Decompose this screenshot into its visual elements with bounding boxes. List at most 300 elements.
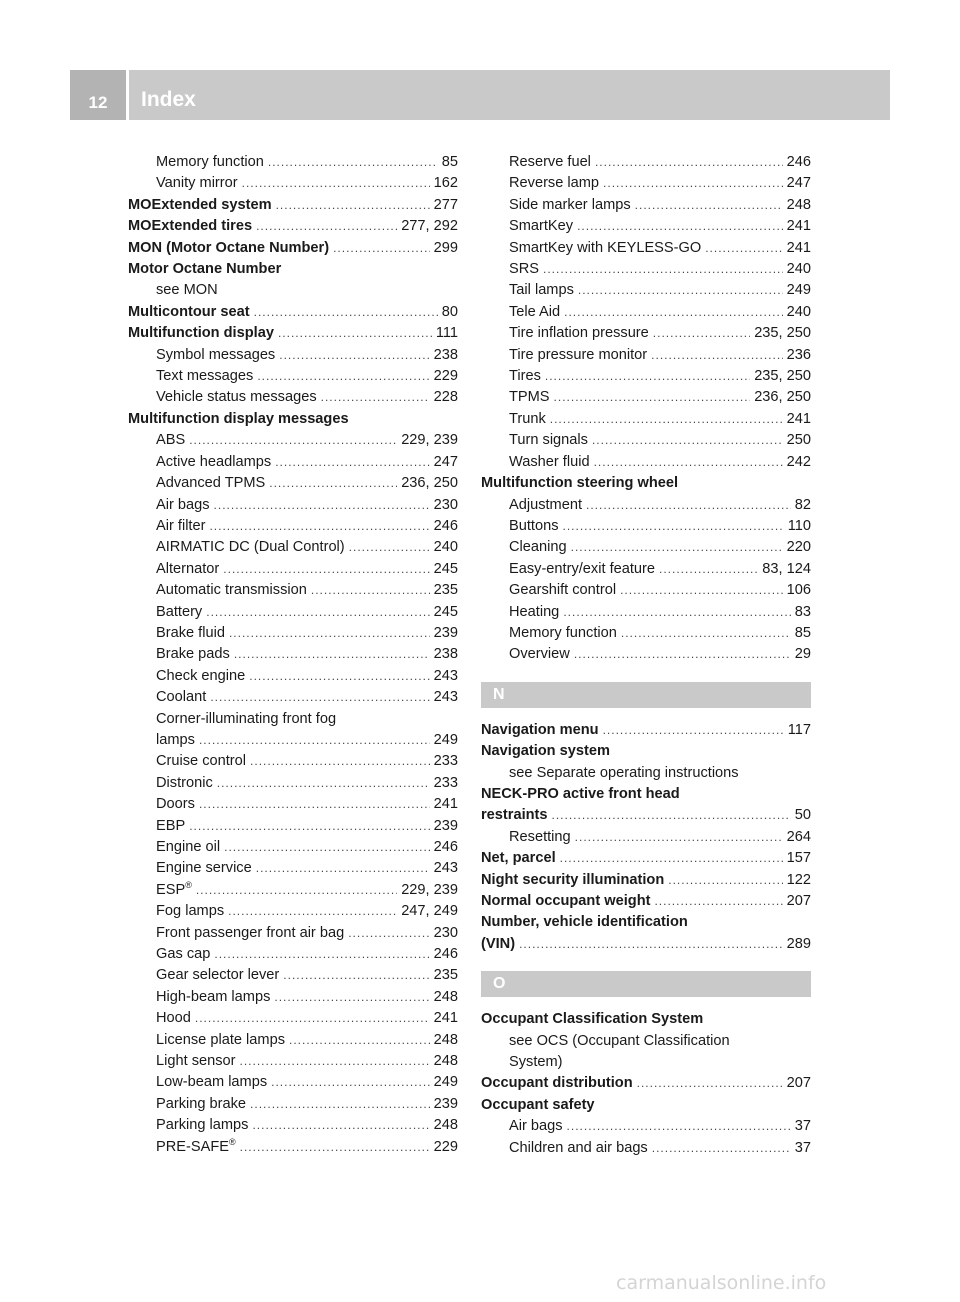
dot-leader: [217, 773, 430, 794]
index-entry[interactable]: [481, 516, 811, 537]
entry-term: Gear selector lever: [156, 967, 280, 984]
dot-leader: [574, 644, 791, 665]
entry-page-reference[interactable]: 277: [433, 196, 458, 213]
dot-leader: [333, 238, 430, 259]
index-heading: Occupant safety: [481, 1096, 595, 1113]
entry-page-reference[interactable]: 241: [786, 239, 811, 256]
index-heading: NECK-PRO active front head: [481, 785, 680, 802]
dot-leader: [279, 345, 429, 366]
entry-term: Front passenger front air bag: [156, 924, 345, 941]
index-entry[interactable]: [128, 387, 458, 408]
index-note: see Separate operating instructions: [509, 764, 739, 781]
dot-leader: [196, 880, 397, 901]
dot-leader: [594, 452, 783, 473]
index-column-left: [128, 152, 458, 1158]
entry-page-reference[interactable]: 83: [794, 603, 811, 620]
dot-leader: [603, 720, 784, 741]
entry-page-reference[interactable]: 229: [433, 1138, 458, 1155]
index-entry[interactable]: [128, 495, 458, 516]
entry-page-reference[interactable]: 85: [794, 624, 811, 641]
index-entry[interactable]: [481, 623, 811, 644]
index-entry[interactable]: [128, 195, 458, 216]
index-entry[interactable]: [128, 880, 458, 901]
dot-leader: [195, 1008, 430, 1029]
dot-leader: [256, 858, 430, 879]
entry-page-reference[interactable]: 242: [786, 453, 811, 470]
entry-term: ABS: [156, 432, 186, 449]
entry-term: Turn signals: [509, 432, 588, 449]
entry-page-reference[interactable]: 122: [786, 871, 811, 888]
entry-page-reference[interactable]: 50: [794, 807, 811, 824]
entry-page-reference[interactable]: 83, 124: [762, 560, 811, 577]
entry-page-reference[interactable]: 229, 239: [401, 881, 458, 898]
index-entry[interactable]: [128, 516, 458, 537]
index-entry[interactable]: [481, 602, 811, 623]
entry-term: Check engine: [156, 667, 246, 684]
entry-page-reference[interactable]: 220: [786, 539, 811, 556]
index-note: Corner-illuminating front fog: [156, 710, 337, 727]
dot-leader: [210, 687, 429, 708]
entry-page-reference[interactable]: 247: [786, 175, 811, 192]
dot-leader: [283, 965, 429, 986]
index-entry[interactable]: [128, 345, 458, 366]
index-entry[interactable]: [481, 1073, 811, 1094]
entry-page-reference[interactable]: 157: [786, 850, 811, 867]
entry-page-reference[interactable]: 247, 249: [401, 903, 458, 920]
entry-term: Occupant distribution: [481, 1075, 633, 1092]
entry-term: Distronic: [156, 774, 213, 791]
index-entry[interactable]: [128, 837, 458, 858]
index-entry[interactable]: [128, 923, 458, 944]
index-entry[interactable]: [481, 430, 811, 451]
entry-page-reference[interactable]: 246: [433, 946, 458, 963]
index-entry[interactable]: [481, 870, 811, 891]
entry-term: SmartKey with KEYLESS-GO: [509, 239, 702, 256]
dot-leader: [563, 516, 784, 537]
entry-page-reference[interactable]: 207: [786, 1075, 811, 1092]
index-entry[interactable]: [481, 848, 811, 869]
entry-page-reference[interactable]: 228: [433, 389, 458, 406]
dot-leader: [311, 580, 430, 601]
index-entry[interactable]: [128, 1115, 458, 1136]
entry-page-reference[interactable]: 250: [786, 432, 811, 449]
index-entry[interactable]: [128, 816, 458, 837]
entry-page-reference[interactable]: 229, 239: [401, 432, 458, 449]
index-entry[interactable]: [128, 238, 458, 259]
index-entry[interactable]: [481, 195, 811, 216]
entry-page-reference[interactable]: 246: [433, 517, 458, 534]
index-entry[interactable]: [128, 901, 458, 922]
dot-leader: [252, 1115, 429, 1136]
index-heading: Motor Octane Number: [128, 261, 282, 278]
index-entry[interactable]: [128, 687, 458, 708]
entry-page-reference[interactable]: 240: [786, 261, 811, 278]
entry-page-reference[interactable]: 85: [441, 154, 458, 170]
entry-term: Memory function: [509, 624, 617, 641]
dot-leader: [199, 730, 430, 751]
dot-leader: [228, 901, 397, 922]
index-entry[interactable]: [128, 1051, 458, 1072]
dot-leader: [229, 623, 430, 644]
page-number: 12: [70, 70, 126, 120]
dot-leader: [554, 387, 751, 408]
dot-leader: [250, 751, 430, 772]
entry-page-reference[interactable]: 243: [433, 667, 458, 684]
entry-page-reference[interactable]: 249: [433, 731, 458, 748]
entry-page-reference[interactable]: 111: [435, 325, 458, 342]
dot-leader: [240, 1051, 430, 1072]
index-heading: Multifunction display messages: [128, 410, 349, 427]
dot-leader: [209, 516, 429, 537]
entry-page-reference[interactable]: 233: [433, 774, 458, 791]
entry-term: Memory function: [156, 154, 264, 170]
entry-term: Buttons: [509, 517, 559, 534]
index-entry[interactable]: [128, 751, 458, 772]
entry-page-reference[interactable]: 248: [786, 196, 811, 213]
entry-page-reference[interactable]: 249: [786, 282, 811, 299]
entry-page-reference[interactable]: 117: [787, 721, 811, 738]
index-entry[interactable]: [481, 387, 811, 408]
index-entry[interactable]: [481, 580, 811, 601]
entry-page-reference[interactable]: 236, 250: [754, 389, 811, 406]
entry-term: High-beam lamps: [156, 988, 271, 1005]
dot-leader: [603, 173, 783, 194]
entry-page-reference[interactable]: 239: [433, 817, 458, 834]
index-entry[interactable]: [128, 1137, 458, 1158]
entry-term: Multicontour seat: [128, 303, 250, 320]
dot-leader: [563, 602, 790, 623]
index-entry[interactable]: [481, 537, 811, 558]
index-entry[interactable]: [481, 366, 811, 387]
entry-term: Alternator: [156, 560, 220, 577]
index-entry[interactable]: [481, 495, 811, 516]
entry-page-reference[interactable]: 246: [433, 839, 458, 855]
index-entry[interactable]: [128, 858, 458, 879]
entry-term: Washer fluid: [509, 453, 590, 470]
entry-term: MOExtended system: [128, 196, 272, 213]
entry-term: Side marker lamps: [509, 196, 631, 213]
dot-leader: [620, 580, 783, 601]
entry-term: Brake pads: [156, 646, 230, 663]
index-entry[interactable]: [128, 216, 458, 237]
index-entry[interactable]: [128, 473, 458, 494]
index-entry[interactable]: [481, 1116, 811, 1137]
entry-page-reference[interactable]: 247: [433, 453, 458, 470]
index-entry[interactable]: [481, 644, 811, 665]
index-entry[interactable]: [481, 345, 811, 366]
dot-leader: [543, 259, 783, 280]
dot-leader: [595, 152, 783, 173]
dot-leader: [567, 1116, 791, 1137]
entry-page-reference[interactable]: 235, 250: [754, 325, 811, 342]
entry-term: Active headlamps: [156, 453, 272, 470]
index-entry[interactable]: [128, 173, 458, 194]
dot-leader: [278, 323, 432, 344]
entry-term: Parking lamps: [156, 1117, 249, 1134]
index-entry[interactable]: [128, 152, 458, 173]
entry-page-reference[interactable]: 248: [433, 1117, 458, 1134]
index-entry[interactable]: [481, 827, 811, 848]
dot-leader: [637, 1073, 783, 1094]
entry-page-reference[interactable]: 235, 250: [754, 368, 811, 385]
entry-page-reference[interactable]: 299: [433, 239, 458, 256]
dot-leader: [268, 152, 438, 173]
entry-term: Tire inflation pressure: [509, 325, 649, 342]
entry-page-reference[interactable]: 235: [433, 582, 458, 599]
dot-leader: [242, 173, 430, 194]
entry-term: Doors: [156, 796, 195, 813]
entry-page-reference[interactable]: 243: [433, 860, 458, 877]
header-divider: [126, 70, 129, 120]
dot-leader: [234, 644, 430, 665]
index-note: see MON: [156, 282, 218, 299]
index-entry[interactable]: [128, 537, 458, 558]
entry-term: Light sensor: [156, 1053, 236, 1070]
entry-page-reference[interactable]: 243: [433, 689, 458, 706]
entry-page-reference[interactable]: 37: [794, 1118, 811, 1135]
dot-leader: [705, 238, 782, 259]
dot-leader: [271, 1072, 430, 1093]
index-entry[interactable]: [481, 1138, 811, 1159]
entry-page-reference[interactable]: 37: [794, 1139, 811, 1156]
entry-term: EBP: [156, 817, 186, 834]
entry-term: SmartKey: [509, 218, 574, 235]
index-entry[interactable]: [481, 152, 811, 173]
dot-leader: [519, 934, 783, 955]
dot-leader: [274, 987, 429, 1008]
index-entry[interactable]: [128, 773, 458, 794]
dot-leader: [578, 280, 783, 301]
index-column-right: [481, 152, 811, 1159]
dot-leader: [550, 409, 783, 430]
entry-page-reference[interactable]: 236, 250: [401, 475, 458, 492]
section-header-o: O: [481, 971, 811, 997]
entry-term: PRE-SAFE: [156, 1138, 229, 1155]
watermark: carmanualsonline.info: [616, 1272, 827, 1294]
entry-page-reference[interactable]: 233: [433, 753, 458, 770]
entry-page-reference[interactable]: 236: [786, 346, 811, 363]
entry-page-reference[interactable]: 230: [433, 496, 458, 513]
entry-term: Vanity mirror: [156, 175, 238, 192]
entry-term: Battery: [156, 603, 203, 620]
entry-page-reference[interactable]: 80: [441, 303, 458, 320]
index-entry[interactable]: [128, 1072, 458, 1093]
index-entry[interactable]: [481, 280, 811, 301]
entry-term: Air bags: [156, 496, 210, 513]
dot-leader: [571, 537, 783, 558]
index-entry[interactable]: [128, 1094, 458, 1115]
index-entry[interactable]: [128, 580, 458, 601]
dot-leader: [254, 302, 438, 323]
dot-leader: [654, 891, 782, 912]
dot-leader: [189, 816, 429, 837]
entry-term: Heating: [509, 603, 560, 620]
entry-page-reference[interactable]: 245: [433, 560, 458, 577]
entry-page-reference[interactable]: 289: [786, 935, 811, 952]
index-entry[interactable]: [481, 891, 811, 912]
index-entry[interactable]: [481, 259, 811, 280]
entry-page-reference[interactable]: 106: [786, 582, 811, 599]
entry-page-reference[interactable]: 239: [433, 624, 458, 641]
entry-term: Tire pressure monitor: [509, 346, 648, 363]
index-note: System): [509, 1054, 563, 1071]
entry-term: Cleaning: [509, 539, 567, 556]
index-entry[interactable]: [481, 720, 811, 741]
entry-page-reference[interactable]: 249: [433, 1074, 458, 1091]
entry-page-reference[interactable]: 264: [786, 828, 811, 845]
entry-page-reference[interactable]: 29: [794, 646, 811, 663]
index-entry[interactable]: [481, 409, 811, 430]
index-entry[interactable]: [481, 805, 811, 826]
index-note: see OCS (Occupant Classification: [509, 1032, 730, 1049]
entry-page-reference[interactable]: 238: [433, 346, 458, 363]
dot-leader: [321, 387, 430, 408]
dot-leader: [275, 452, 429, 473]
dot-leader: [249, 666, 429, 687]
entry-term: Reverse lamp: [509, 175, 600, 192]
dot-leader: [276, 195, 430, 216]
entry-term: SRS: [509, 261, 540, 278]
entry-term: Gas cap: [156, 946, 211, 963]
entry-term: Tele Aid: [509, 303, 561, 320]
entry-page-reference[interactable]: 207: [786, 893, 811, 909]
index-entry[interactable]: [128, 1008, 458, 1029]
entry-term: TPMS: [509, 389, 550, 406]
dot-leader: [189, 430, 397, 451]
index-entry[interactable]: [128, 366, 458, 387]
entry-term: Net, parcel: [481, 850, 556, 867]
dot-leader: [586, 495, 791, 516]
index-entry[interactable]: [128, 623, 458, 644]
dot-leader: [349, 537, 430, 558]
index-entry[interactable]: [128, 730, 458, 751]
index-entry[interactable]: [128, 944, 458, 965]
entry-page-reference[interactable]: 246: [786, 154, 811, 170]
index-entry[interactable]: [481, 173, 811, 194]
entry-term: MON (Motor Octane Number): [128, 239, 330, 256]
index-entry[interactable]: [128, 1030, 458, 1051]
index-entry[interactable]: [128, 430, 458, 451]
entry-term: Symbol messages: [156, 346, 276, 363]
entry-term: (VIN): [481, 935, 516, 952]
entry-term: Multifunction display: [128, 325, 274, 342]
dot-leader: [592, 430, 783, 451]
entry-page-reference[interactable]: 162: [433, 175, 458, 192]
entry-page-reference[interactable]: 235: [433, 967, 458, 984]
dot-leader: [214, 495, 430, 516]
dot-leader: [653, 323, 750, 344]
entry-term: Resetting: [509, 828, 571, 845]
entry-page-reference[interactable]: 230: [433, 924, 458, 941]
entry-term: AIRMATIC DC (Dual Control): [156, 539, 345, 556]
index-entry[interactable]: [128, 666, 458, 687]
index-entry[interactable]: [128, 794, 458, 815]
entry-page-reference[interactable]: 241: [433, 1010, 458, 1027]
entry-term: Automatic transmission: [156, 582, 307, 599]
entry-term: Cruise control: [156, 753, 247, 770]
entry-page-reference[interactable]: 248: [433, 1031, 458, 1048]
index-entry[interactable]: [128, 965, 458, 986]
index-entry[interactable]: [481, 559, 811, 580]
entry-page-reference[interactable]: 241: [786, 218, 811, 235]
dot-leader: [651, 345, 782, 366]
entry-term: Easy-entry/exit feature: [509, 560, 656, 577]
entry-term: Children and air bags: [509, 1139, 648, 1156]
entry-page-reference[interactable]: 245: [433, 603, 458, 620]
entry-page-reference[interactable]: 240: [433, 539, 458, 556]
index-entry[interactable]: [481, 323, 811, 344]
registered-mark: ®: [185, 879, 192, 890]
entry-page-reference[interactable]: 248: [433, 988, 458, 1005]
entry-page-reference[interactable]: 82: [794, 496, 811, 513]
entry-term: Reserve fuel: [509, 154, 591, 170]
entry-term: Normal occupant weight: [481, 893, 651, 909]
index-entry[interactable]: [128, 452, 458, 473]
entry-term: Parking brake: [156, 1095, 247, 1112]
dot-leader: [250, 1094, 430, 1115]
index-entry[interactable]: [128, 987, 458, 1008]
dot-leader: [257, 366, 429, 387]
index-entry[interactable]: [128, 323, 458, 344]
dot-leader: [224, 837, 430, 858]
entry-term: Navigation menu: [481, 721, 599, 738]
dot-leader: [575, 827, 783, 848]
index-entry[interactable]: [481, 452, 811, 473]
dot-leader: [199, 794, 430, 815]
entry-term: Vehicle status messages: [156, 389, 317, 406]
dot-leader: [560, 848, 783, 869]
dot-leader: [289, 1030, 430, 1051]
index-entry[interactable]: [128, 302, 458, 323]
dot-leader: [269, 473, 397, 494]
entry-page-reference[interactable]: 277, 292: [401, 218, 458, 235]
entry-term: Trunk: [509, 410, 546, 427]
index-entry[interactable]: [481, 238, 811, 259]
index-heading: Occupant Classification System: [481, 1011, 704, 1028]
entry-term: Hood: [156, 1010, 191, 1027]
entry-term: Text messages: [156, 368, 254, 385]
dot-leader: [668, 870, 782, 891]
index-entry[interactable]: [481, 934, 811, 955]
entry-term: Tail lamps: [509, 282, 574, 299]
index-entry[interactable]: [128, 602, 458, 623]
entry-term: License plate lamps: [156, 1031, 285, 1048]
entry-term: Tires: [509, 368, 541, 385]
entry-page-reference[interactable]: 241: [433, 796, 458, 813]
entry-page-reference[interactable]: 240: [786, 303, 811, 320]
index-entry[interactable]: [481, 302, 811, 323]
entry-term: Low-beam lamps: [156, 1074, 268, 1091]
index-heading: Multifunction steering wheel: [481, 475, 679, 492]
index-heading: Number, vehicle identification: [481, 914, 688, 931]
entry-page-reference[interactable]: 239: [433, 1095, 458, 1112]
page-title: Index: [141, 88, 196, 111]
entry-page-reference[interactable]: 241: [786, 410, 811, 427]
entry-term: Air bags: [509, 1118, 563, 1135]
entry-term: restraints: [481, 807, 548, 824]
entry-page-reference[interactable]: 248: [433, 1053, 458, 1070]
entry-term: Overview: [509, 646, 570, 663]
entry-page-reference[interactable]: 110: [787, 517, 811, 534]
entry-page-reference[interactable]: 238: [433, 646, 458, 663]
entry-page-reference[interactable]: 229: [433, 368, 458, 385]
index-heading: Navigation system: [481, 743, 610, 760]
dot-leader: [552, 805, 791, 826]
index-entry[interactable]: [128, 559, 458, 580]
entry-term: lamps: [156, 731, 195, 748]
index-entry[interactable]: [128, 644, 458, 665]
index-entry[interactable]: [481, 216, 811, 237]
